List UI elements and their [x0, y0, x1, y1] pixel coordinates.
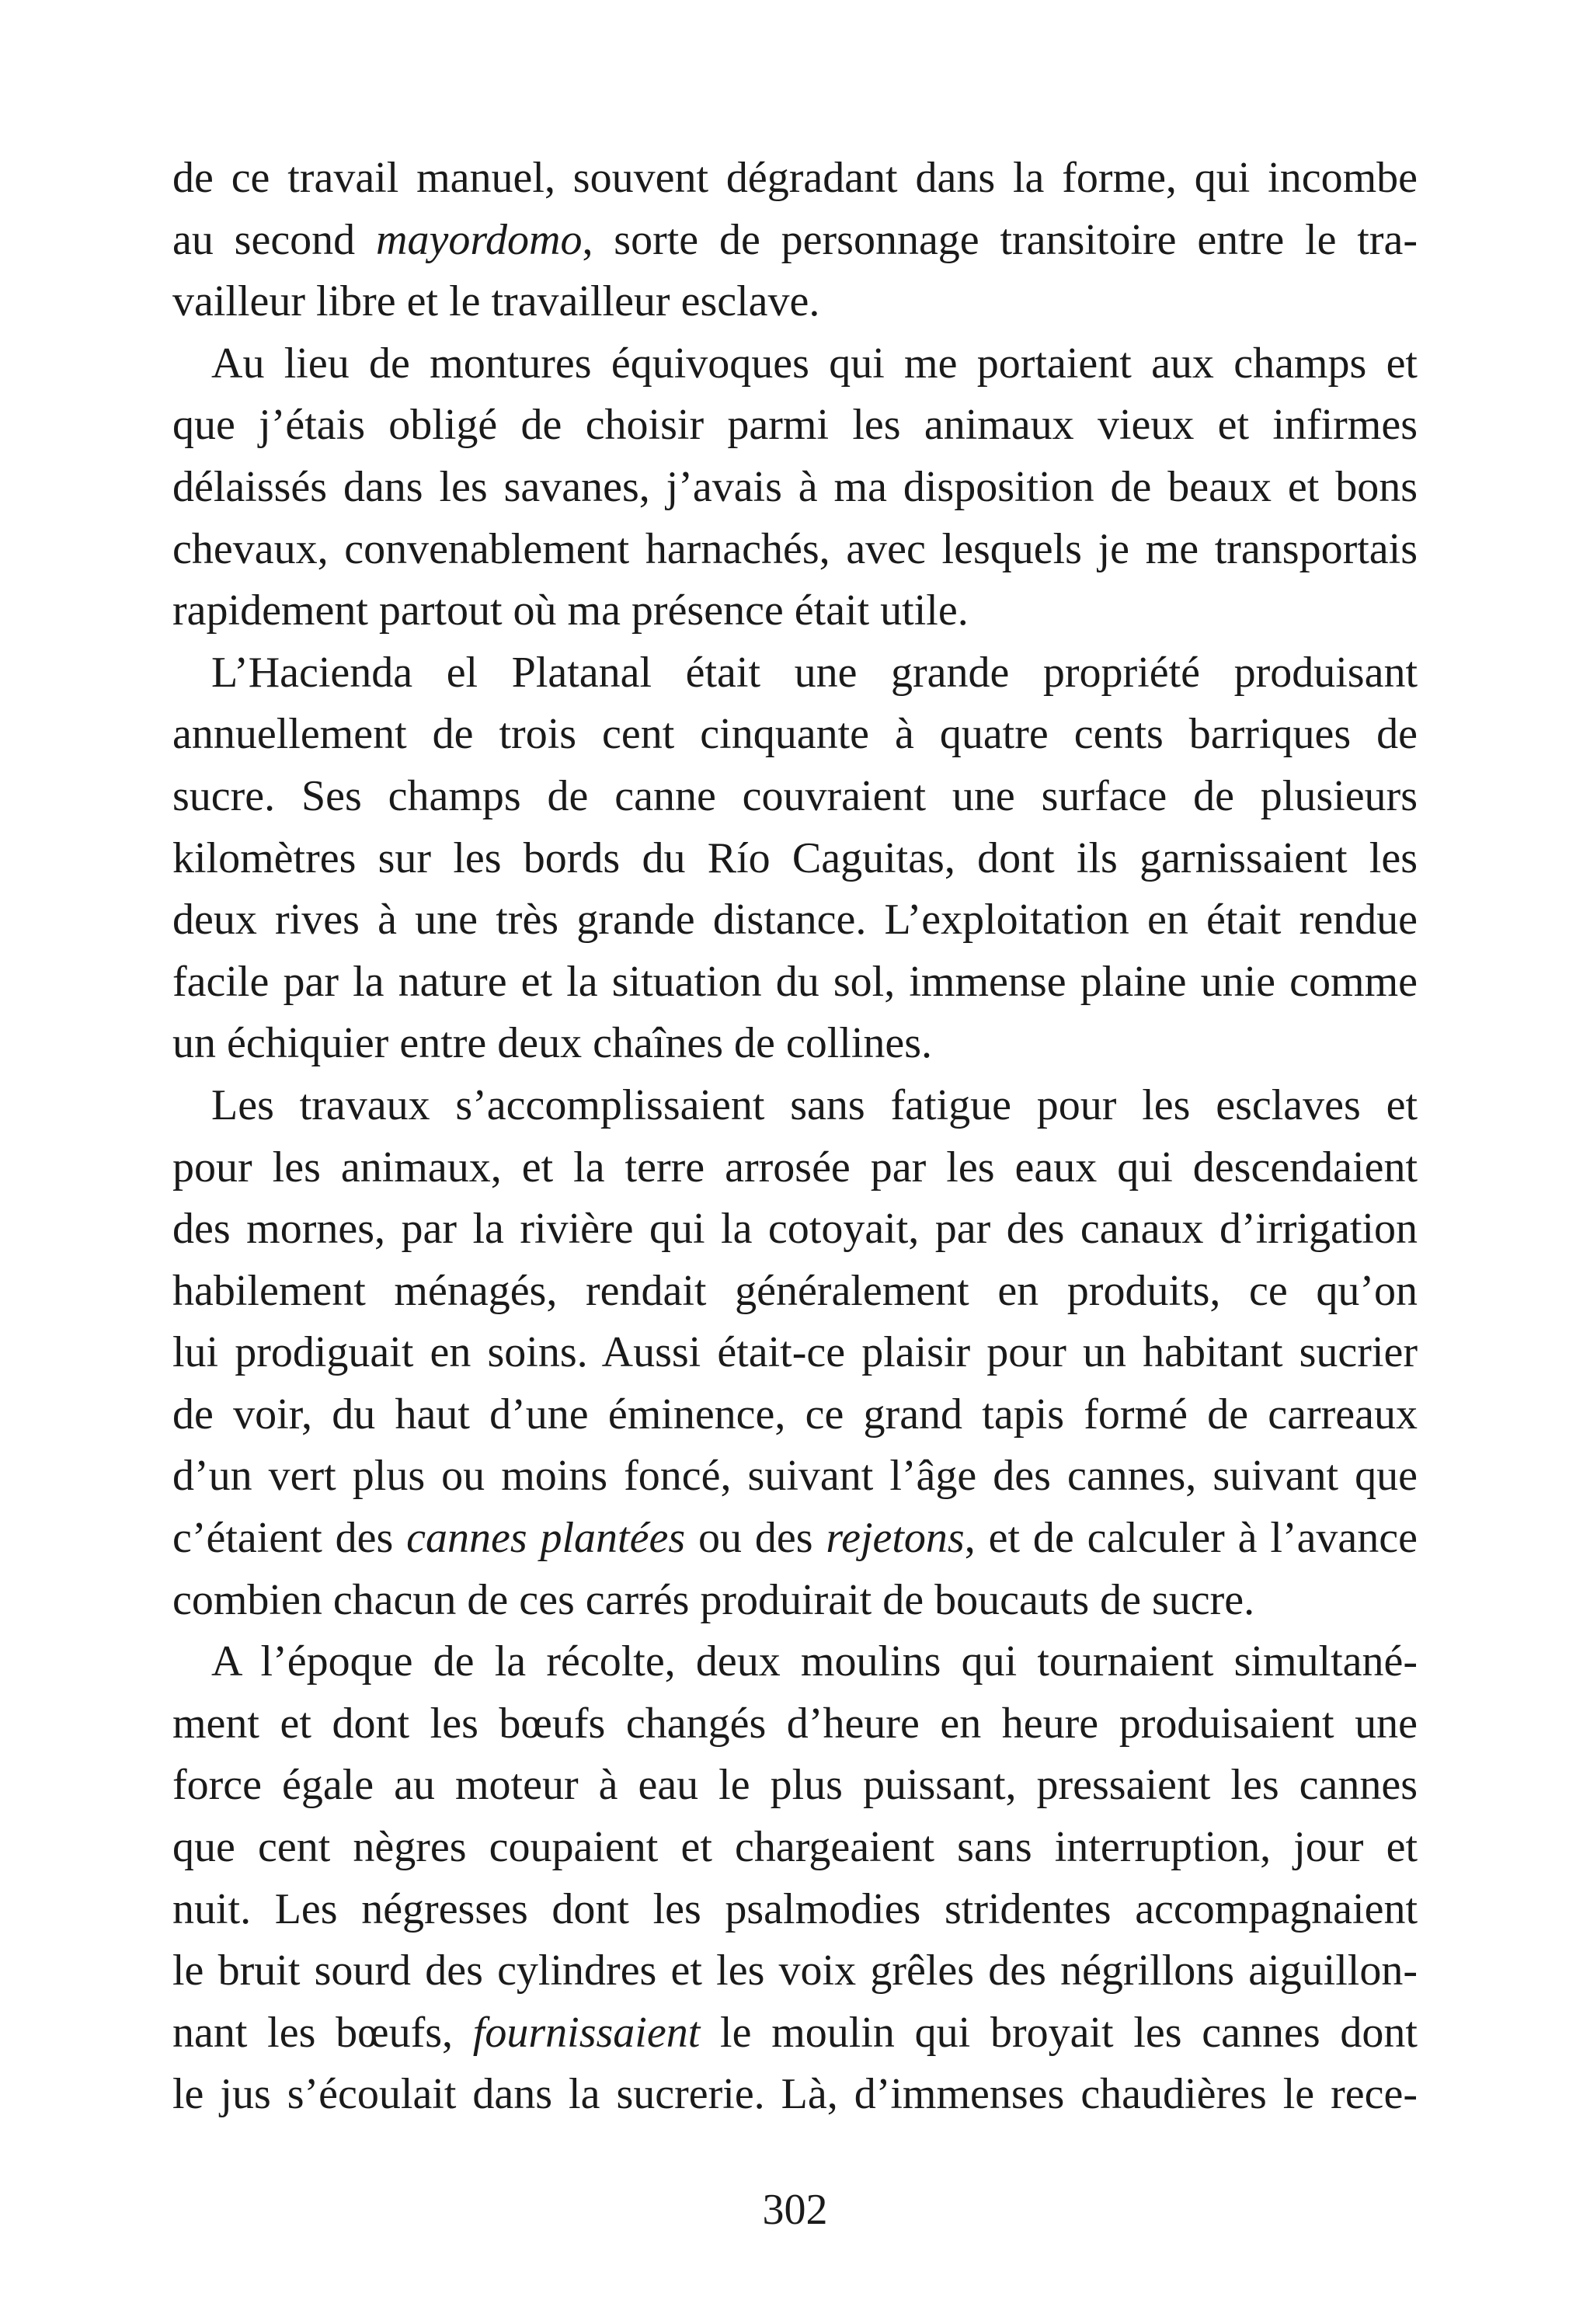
text-line — [172, 642, 1418, 705]
text-run: annuellement de trois cent cinquante à quatre cents barriques de — [172, 710, 1418, 759]
text-run: rapidement partout où ma présence était utile. — [172, 586, 969, 635]
paragraph — [172, 1075, 1418, 1631]
text-run: des mornes, par la rivière qui la cotoyait, par des canaux d’irrigation — [172, 1205, 1418, 1254]
text-run: Les travaux s’accomplissaient sans fatigue pour les esclaves et — [211, 1080, 1418, 1129]
text-line — [172, 1879, 1418, 1941]
text-run: c’étaient des — [172, 1514, 407, 1563]
text-run: force égale au moteur à eau le plus puissant, pressaient les cannes — [172, 1761, 1418, 1810]
text-run: délaissés dans les savanes, j’avais à ma disposition de beaux et bons — [172, 462, 1418, 511]
text-line — [172, 210, 1418, 272]
text-line — [172, 333, 1418, 395]
paragraph — [172, 1631, 1418, 2126]
italic-text: fournissaient — [472, 2008, 701, 2057]
text-line — [172, 1940, 1418, 2002]
text-line — [172, 1075, 1418, 1137]
text-line — [172, 1137, 1418, 1199]
text-run: que j’étais obligé de choisir parmi les animaux vieux et infirmes — [172, 401, 1418, 450]
text-line — [172, 1693, 1418, 1755]
text-line — [172, 1261, 1418, 1323]
paragraph — [172, 642, 1418, 1075]
text-line — [172, 2002, 1418, 2065]
text-run: Au lieu de montures équivoques qui me portaient aux champs et — [211, 339, 1418, 388]
text-run: L’Hacienda el Platanal était une grande propriété produisant — [211, 648, 1418, 697]
text-run: nuit. Les négresses dont les psalmodies stridentes accompagnaient — [172, 1884, 1418, 1933]
text-run: le moulin qui broyait les cannes dont — [700, 2008, 1418, 2057]
text-line — [172, 395, 1418, 457]
text-run: deux rives à une très grande distance. L’exploitation en était rendue — [172, 896, 1418, 945]
text-line — [172, 519, 1418, 581]
text-line — [172, 1013, 1418, 1075]
text-run: au second — [172, 215, 377, 264]
text-line — [172, 2064, 1418, 2126]
italic-text: cannes plantées — [406, 1514, 686, 1563]
text-run: ment et dont les bœufs changés d’heure en heure produisaient une — [172, 1699, 1418, 1748]
text-run: A l’époque de la récolte, deux moulins qui tournaient simultané- — [211, 1637, 1418, 1686]
text-line — [172, 889, 1418, 952]
text-line — [172, 1322, 1418, 1384]
text-run: sucre. Ses champs de canne couvraient une surface de plusieurs — [172, 771, 1418, 820]
text-run: lui prodiguait en soins. Aussi était-ce plaisir pour un habitant sucrier — [172, 1328, 1418, 1377]
paragraph — [172, 333, 1418, 642]
text-run: de voir, du haut d’une éminence, ce grand tapis formé de carreaux — [172, 1390, 1418, 1439]
text-line — [172, 580, 1418, 642]
text-run: pour les animaux, et la terre arrosée par les eaux qui descendaient — [172, 1143, 1418, 1192]
text-line — [172, 828, 1418, 890]
text-line — [172, 457, 1418, 519]
text-run: un échiquier entre deux chaînes de collines. — [172, 1019, 933, 1068]
page-body — [172, 148, 1418, 2126]
text-run: d’un vert plus ou moins foncé, suivant l’âge des cannes, suivant que — [172, 1452, 1418, 1501]
text-run: ou des — [685, 1514, 826, 1563]
text-line — [172, 271, 1418, 333]
text-line — [172, 1384, 1418, 1446]
text-line — [172, 704, 1418, 766]
text-run: combien chacun de ces carrés produirait de boucauts de sucre. — [172, 1575, 1255, 1624]
text-run: de ce travail manuel, souvent dégradant dans la forme, qui incombe — [172, 154, 1418, 202]
text-run: le bruit sourd des cylindres et les voix grêles des négrillons aiguillon- — [172, 1947, 1418, 1995]
text-line — [172, 1631, 1418, 1693]
text-run: que cent nègres coupaient et chargeaient sans interruption, jour et — [172, 1823, 1418, 1872]
text-run: habilement ménagés, rendait généralement en produits, ce qu’on — [172, 1266, 1418, 1315]
text-line — [172, 1755, 1418, 1817]
text-line — [172, 1508, 1418, 1570]
text-run: , et de calculer à l’avance — [964, 1514, 1418, 1563]
page-number: 302 — [762, 2186, 828, 2234]
text-run: vailleur libre et le travailleur esclave. — [172, 277, 820, 326]
text-line — [172, 766, 1418, 828]
text-line — [172, 1817, 1418, 1879]
text-run: facile par la nature et la situation du sol, immense plaine unie comme — [172, 957, 1418, 1006]
text-run: , sorte de personnage transitoire entre le tra- — [582, 215, 1418, 264]
text-line — [172, 1199, 1418, 1261]
text-line — [172, 1446, 1418, 1508]
text-run: nant les bœufs, — [172, 2008, 473, 2057]
italic-text: mayordomo — [376, 215, 583, 264]
text-run: kilomètres sur les bords du Río Caguitas, dont ils garnissaient les — [172, 833, 1418, 882]
text-run: le jus s’écoulait dans la sucrerie. Là, d’immenses chaudières le rece- — [172, 2070, 1418, 2119]
text-line — [172, 952, 1418, 1014]
text-line — [172, 1570, 1418, 1632]
paragraph — [172, 148, 1418, 333]
italic-text: rejetons — [826, 1514, 965, 1563]
text-run: chevaux, convenablement harnachés, avec lesquels je me transportais — [172, 524, 1418, 573]
text-line — [172, 148, 1418, 210]
